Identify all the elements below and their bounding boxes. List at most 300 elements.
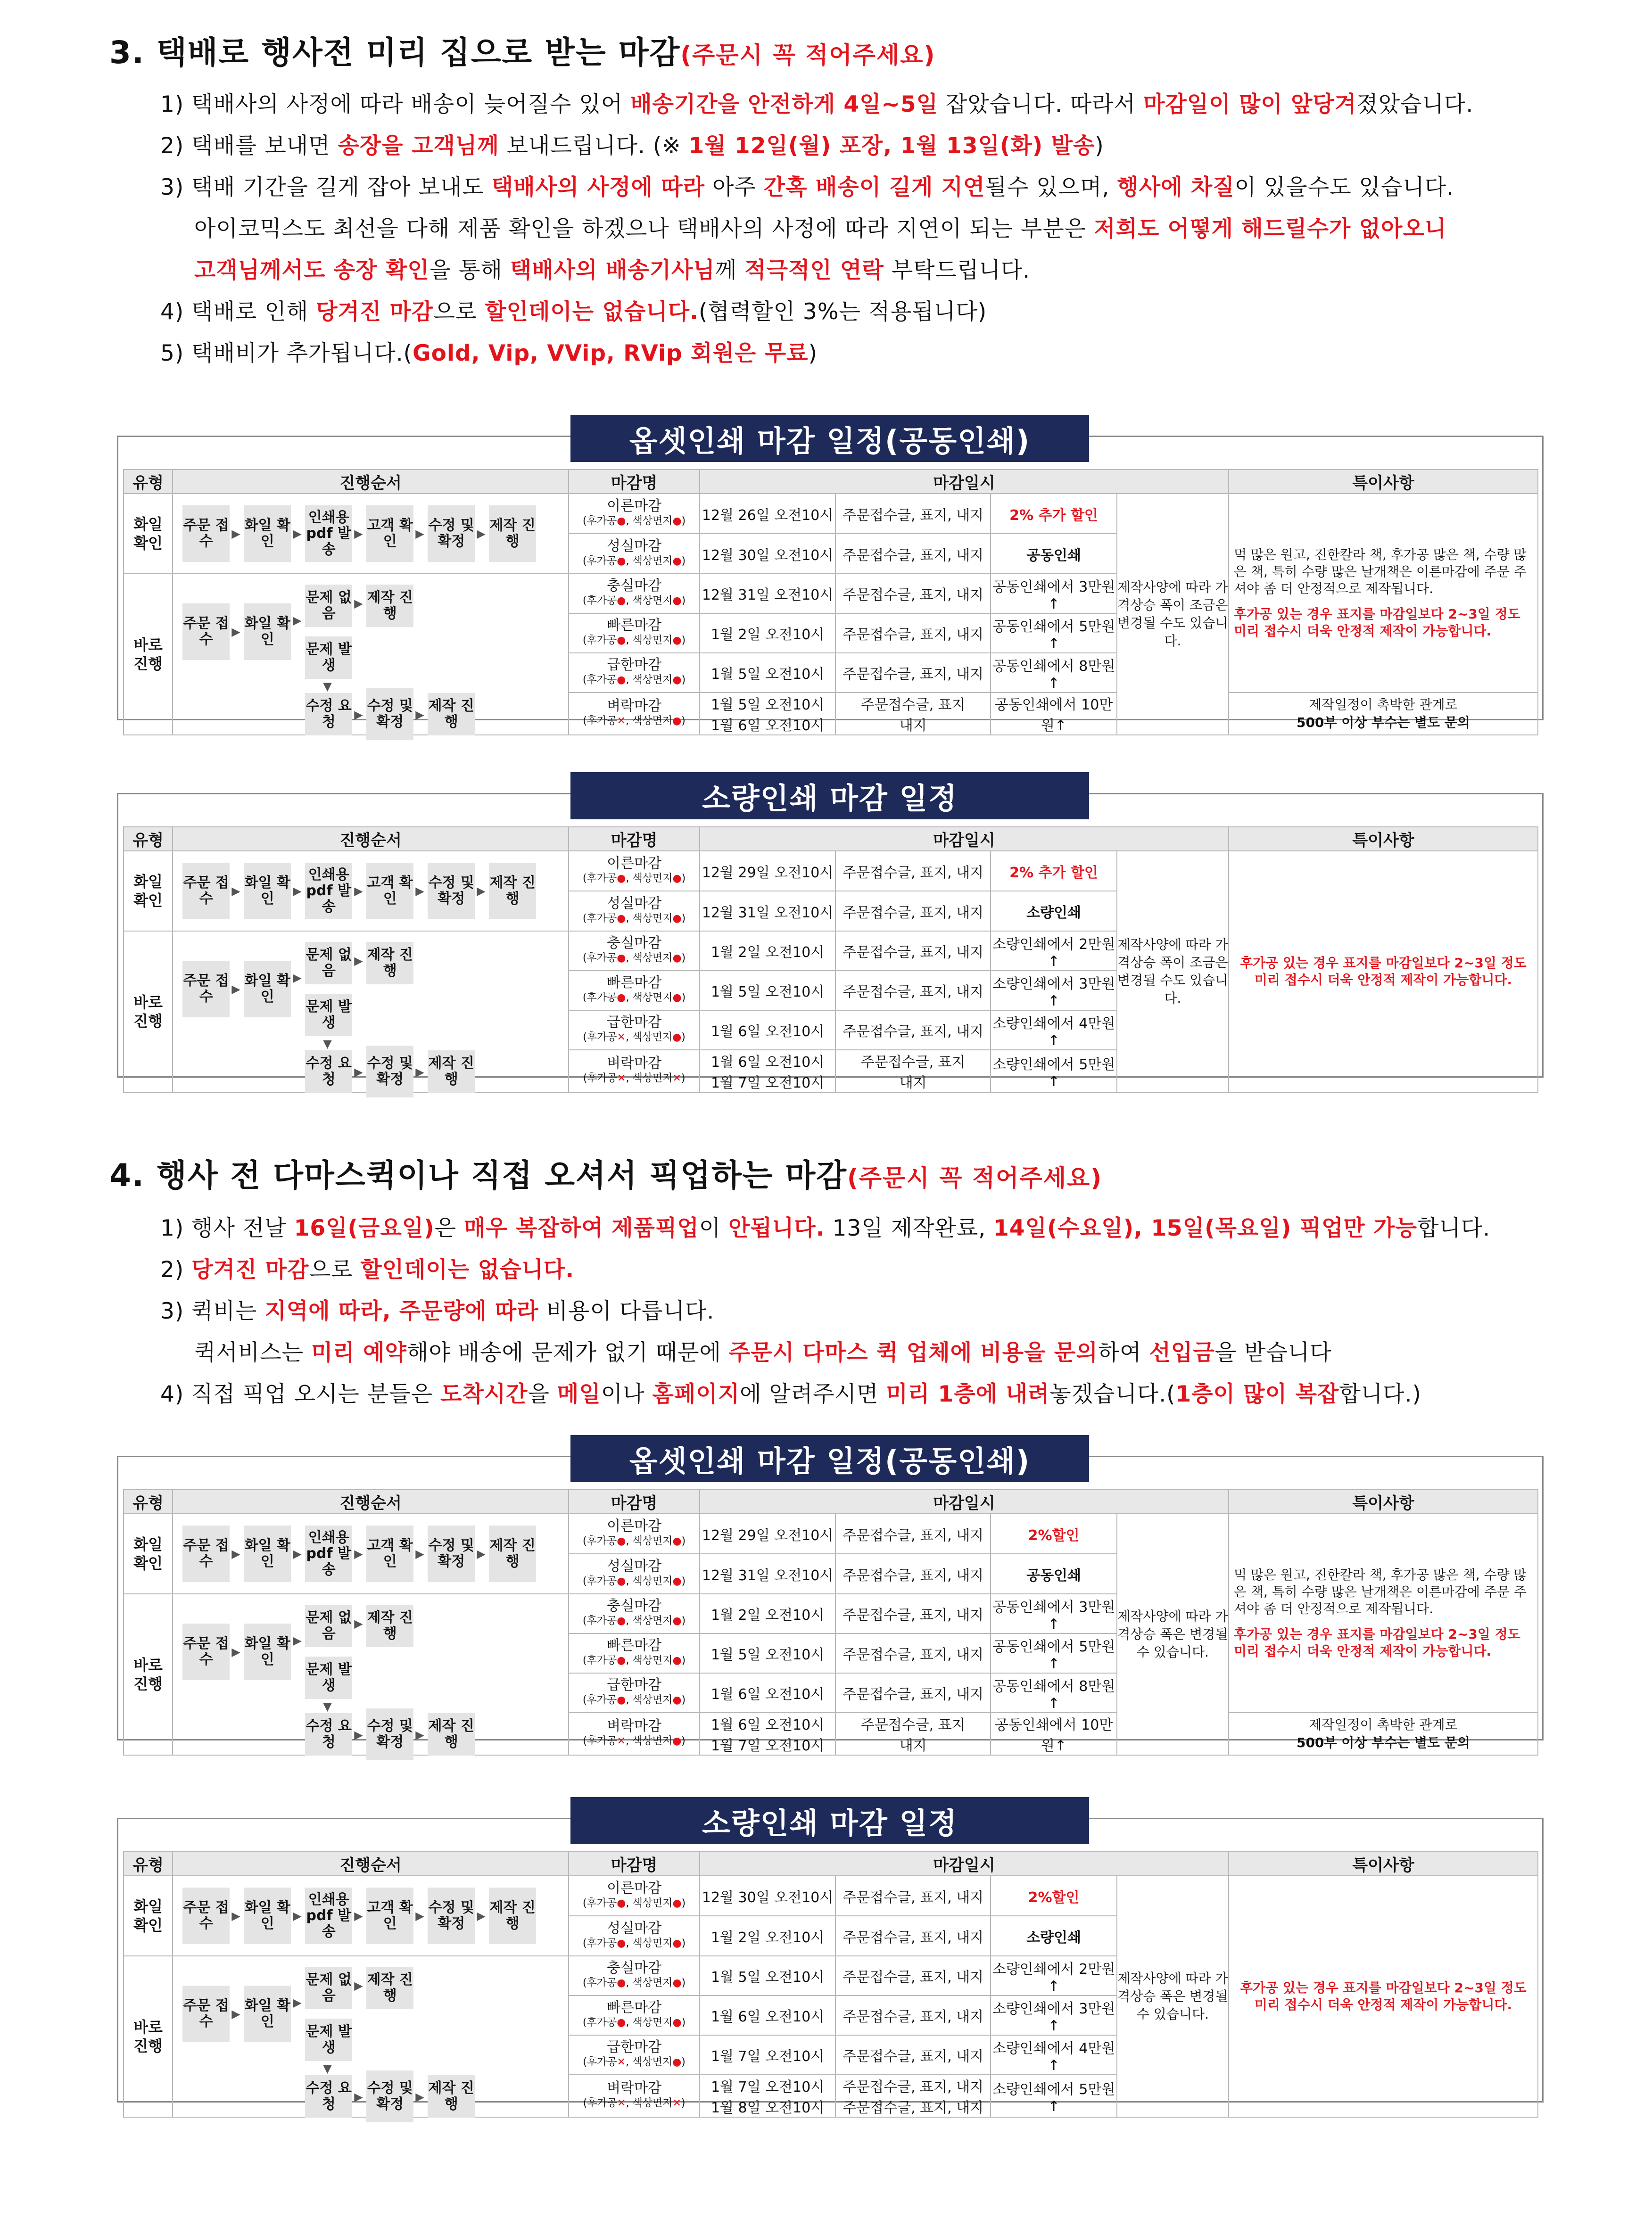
- highlight-text: 미리 예약: [311, 1340, 407, 1366]
- arrow-icon: ▶: [415, 1065, 424, 1079]
- deadline-result: 공동인쇄에서 8만원↑: [991, 1673, 1117, 1713]
- special-note-2: 후가공 있는 경우 표지를 마감일보다 2~3일 정도 미리 접수시 더욱 안정적 제작이 가능합니다.: [1240, 1980, 1527, 2013]
- deadline-date: [700, 1996, 835, 2035]
- deadline-items-text: 주문접수글, 표지, 내지: [843, 2100, 984, 2116]
- arrow-icon: ▶: [231, 1909, 240, 1922]
- arrow-icon: ▶: [354, 1728, 363, 1741]
- deadline-items-text: 주문접수글, 표지, 내지: [843, 1527, 984, 1544]
- flow-cust-box: 고객 확인: [366, 505, 413, 562]
- body-text: 께: [715, 257, 745, 283]
- deadline-items-text: 주문접수글, 표지, 내지: [843, 627, 984, 643]
- deadline-items-text: 주문접수글, 표지, 내지: [843, 984, 984, 1000]
- deadline-result: 공동인쇄에서 3만원↑: [991, 574, 1117, 613]
- deadline-date-text: 1월 5일 오전10시: [710, 984, 825, 1000]
- flow-file-box: 화일 확인: [244, 1986, 291, 2042]
- flow-diagram: [173, 851, 568, 931]
- schedule-block-3: [117, 1818, 1544, 2116]
- arrow-icon: ▶: [477, 527, 486, 540]
- flow-make-box: 제작 진행: [366, 1967, 413, 2009]
- flow-noprob-box: 문제 없음: [305, 942, 352, 984]
- highlight-text: 택배사의 배송기사님: [510, 257, 715, 283]
- deadline-items-text: 주문접수글, 표지, 내지: [843, 1647, 984, 1663]
- flow-order-box: 주문 접수: [182, 863, 230, 919]
- deadline-name-text: 빠른마감: [607, 974, 662, 991]
- flow-order-box: 주문 접수: [182, 505, 230, 562]
- body-text: 부탁드립니다.: [884, 257, 1031, 283]
- flow-confirm: [173, 494, 569, 574]
- flow-file-box: 화일 확인: [244, 505, 291, 562]
- arrow-icon: ▶: [415, 884, 424, 898]
- deadline-items: [835, 1554, 991, 1594]
- body-text: 3) 퀵비는: [160, 1298, 265, 1324]
- header-dname: 마감명: [569, 827, 700, 851]
- deadline-date: [700, 1713, 835, 1755]
- flow-diagram: [173, 575, 568, 734]
- body-text: 비용이 다릅니다.: [538, 1298, 715, 1324]
- arrow-icon: ▶: [293, 1909, 302, 1922]
- deadline-date-text: 1월 2일 오전10시: [710, 1607, 825, 1624]
- deadline-condition: (후가공✕, 색상면지✕): [583, 1072, 686, 1084]
- deadline-name-text: 이른마감: [607, 855, 662, 872]
- body-text: ): [1095, 133, 1104, 159]
- highlight-text: 1층이 많이 복잡: [1175, 1381, 1339, 1407]
- flow-cust-box: 고객 확인: [366, 1526, 413, 1582]
- flow-order-box: 주문 접수: [182, 1888, 230, 1944]
- deadline-items: [835, 1956, 991, 1996]
- deadline-items: [835, 931, 991, 971]
- deadline-items: [835, 971, 991, 1010]
- deadline-items-text: 주문접수글, 표지, 내지: [843, 547, 984, 564]
- highlight-text: 메일: [557, 1381, 601, 1407]
- deadline-items: [835, 891, 991, 931]
- flow-file-box: 화일 확인: [244, 1526, 291, 1582]
- special-note-3a: 제작일정이 촉박한 관계로: [1309, 697, 1458, 712]
- deadline-name: [569, 1916, 700, 1956]
- deadline-name: [569, 931, 700, 971]
- flow-make-box: 제작 진행: [489, 505, 536, 562]
- table-row: [124, 1514, 1538, 1554]
- flow-make-box: 제작 진행: [428, 693, 475, 735]
- header-flow: 진행순서: [173, 1852, 569, 1876]
- deadline-items: [835, 494, 991, 534]
- deadline-name: [569, 1956, 700, 1996]
- deadline-name-text: 충실마감: [607, 1960, 662, 1976]
- deadline-date-text: 1월 5일 오전10시: [710, 1647, 825, 1663]
- special-note-1: 먹 많은 원고, 진한칼라 책, 후가공 많은 책, 수량 많은 책, 특히 수량 많은 날개책은 이른마감에 주문 주셔야 좀 더 안정적으로 제작됩니다.: [1233, 547, 1527, 596]
- deadline-name: [569, 1633, 700, 1673]
- deadline-date: [700, 1514, 835, 1554]
- flow-make-box: 제작 진행: [489, 863, 536, 919]
- deadline-items-text: 내지: [899, 1738, 927, 1754]
- arrow-icon: ▶: [477, 1547, 486, 1560]
- flow-make-box: 제작 진행: [428, 1050, 475, 1093]
- deadline-name-text: 급한마감: [607, 1677, 662, 1693]
- deadline-name-text: 급한마감: [607, 2039, 662, 2055]
- deadline-name-text: 벼락마감: [607, 698, 662, 714]
- deadline-condition: (후가공✕, 색상면지●): [583, 715, 686, 727]
- section3-item-0: [160, 84, 1473, 125]
- flow-diagram: [173, 1595, 568, 1754]
- arrow-icon: ▶: [415, 1728, 424, 1741]
- deadline-name: [569, 653, 700, 693]
- flow-req-box: 수정 요청: [305, 1713, 352, 1756]
- flow-file-box: 화일 확인: [244, 961, 291, 1017]
- flow-pdf-box: 인쇄용 pdf 발송: [305, 863, 352, 919]
- deadline-condition: (후가공●, 색상면지●): [582, 674, 686, 686]
- deadline-name-text: 이른마감: [607, 497, 662, 514]
- section3-item-4: [160, 250, 1473, 291]
- deadline-result: 2%할인: [991, 1514, 1117, 1554]
- deadline-items: [835, 693, 991, 735]
- deadline-date-text: 1월 6일 오전10시: [710, 1686, 825, 1703]
- deadline-date-text: 1월 6일 오전10시: [710, 1717, 825, 1733]
- flow-order-box: 주문 접수: [182, 603, 230, 660]
- deadline-result: 소량인쇄에서 4만원↑: [991, 2035, 1117, 2075]
- deadline-items-text: 주문접수글, 표지, 내지: [843, 1889, 984, 1906]
- deadline-items-text: 주문접수글, 표지, 내지: [843, 2048, 984, 2065]
- arrow-icon: ▶: [354, 527, 363, 540]
- schedule-banner-1: 소량인쇄 마감 일정: [570, 772, 1089, 819]
- deadline-date-text: 1월 7일 오전10시: [710, 2048, 825, 2065]
- header-spec: 특이사항: [1229, 1490, 1538, 1514]
- deadline-result: 소량인쇄에서 5만원↑: [991, 2075, 1117, 2117]
- deadline-date: [700, 494, 835, 534]
- body-text: 1) 행사 전날: [160, 1215, 294, 1241]
- arrow-icon: ▶: [231, 1645, 240, 1658]
- deadline-name: [569, 1876, 700, 1916]
- section3-item-3: [160, 208, 1473, 250]
- deadline-items-text: 내지: [899, 718, 927, 734]
- deadline-date: [700, 534, 835, 574]
- flow-order-box: 주문 접수: [182, 1526, 230, 1582]
- flow-cust-box: 고객 확인: [366, 1888, 413, 1944]
- deadline-items: [835, 851, 991, 891]
- deadline-date-text: 1월 5일 오전10시: [710, 666, 825, 683]
- deadline-date: [700, 1673, 835, 1713]
- deadline-items: [835, 1876, 991, 1916]
- section4-item-0: [160, 1208, 1490, 1249]
- highlight-text: 저희도 어떻게 해드릴수가 없아오니: [1094, 216, 1447, 242]
- type-direct: 바로 진행: [124, 931, 173, 1092]
- header-dname: 마감명: [569, 1490, 700, 1514]
- deadline-date-text: 12월 31일 오전10시: [702, 904, 834, 921]
- header-type: 유형: [124, 470, 173, 494]
- flow-diagram: [173, 932, 568, 1091]
- flow-file-box: 화일 확인: [244, 1888, 291, 1944]
- deadline-date-text: 1월 6일 오전10시: [710, 1054, 825, 1071]
- arrow-icon: ▶: [354, 708, 363, 721]
- deadline-date: [700, 2075, 835, 2117]
- section4-item-3: [160, 1332, 1490, 1374]
- flow-req-box: 수정 요청: [305, 693, 352, 735]
- deadline-date: [700, 851, 835, 891]
- body-text: 2): [160, 1257, 192, 1283]
- body-text: 이: [699, 1215, 729, 1241]
- special-note-2: 후가공 있는 경우 표지를 마감일보다 2~3일 정도 미리 접수시 더욱 안정적 제작이 가능합니다.: [1233, 606, 1520, 639]
- deadline-result: 소량인쇄에서 4만원↑: [991, 1010, 1117, 1050]
- schedule-banner-3: 소량인쇄 마감 일정: [570, 1797, 1089, 1844]
- body-text: 으로: [433, 299, 485, 325]
- flow-req-box: 수정 요청: [305, 1050, 352, 1093]
- deadline-result: 소량인쇄: [991, 1916, 1117, 1956]
- arrow-icon: ▶: [354, 2090, 363, 2103]
- deadline-condition: (후가공●, 색상면지●): [582, 1615, 686, 1627]
- section3-item-5: [160, 291, 1473, 333]
- arrow-icon: ▶: [477, 1909, 486, 1922]
- flow-prob-box: 문제 발생: [305, 994, 352, 1036]
- body-text: 합니다.): [1339, 1381, 1421, 1407]
- deadline-date-text: 1월 2일 오전10시: [710, 944, 825, 961]
- deadline-items: [835, 1673, 991, 1713]
- deadline-date: [700, 1050, 835, 1092]
- body-text: 1) 택배사의 사정에 따라 배송이 늦어질수 있어: [160, 91, 631, 117]
- section4-item-2: [160, 1291, 1490, 1332]
- highlight-text: 고객님께서도 송장 확인: [194, 257, 430, 283]
- deadline-items: [835, 613, 991, 653]
- arrow-icon: ▶: [293, 1634, 302, 1647]
- table-row: [124, 494, 1538, 534]
- header-ddate: 마감일시: [700, 470, 1229, 494]
- deadline-date-text: 1월 5일 오전10시: [710, 1969, 825, 1986]
- body-text: 을 받습니다: [1214, 1340, 1332, 1366]
- header-ddate: 마감일시: [700, 1490, 1229, 1514]
- arrow-icon: ▶: [231, 2007, 240, 2021]
- flow-confirm: [173, 1514, 569, 1594]
- body-text: 합니다.: [1417, 1215, 1491, 1241]
- schedule-table: [123, 1851, 1538, 2118]
- arrow-icon: ▶: [354, 1979, 363, 1992]
- highlight-text: 주문시 다마스 퀵 업체에 비용을 문의: [728, 1340, 1098, 1366]
- flow-cust-box: 고객 확인: [366, 863, 413, 919]
- highlight-text: 당겨진 마감: [191, 1257, 309, 1283]
- deadline-result: 2% 추가 할인: [991, 494, 1117, 534]
- arrow-icon: ▶: [415, 1547, 424, 1560]
- deadline-name: [569, 1673, 700, 1713]
- flow-make-box: 제작 진행: [366, 942, 413, 984]
- deadline-items: [835, 2035, 991, 2075]
- deadline-items-text: 주문접수글, 표지: [860, 1054, 966, 1071]
- special-notes: [1229, 1876, 1538, 2117]
- deadline-items: [835, 1010, 991, 1050]
- deadline-items: [835, 1594, 991, 1633]
- schedule-banner-0: 옵셋인쇄 마감 일정(공동인쇄): [570, 415, 1089, 462]
- deadline-date-text: 12월 26일 오전10시: [702, 507, 834, 524]
- deadline-result: 공동인쇄: [991, 1554, 1117, 1594]
- flow-make-box: 제작 진행: [428, 2075, 475, 2118]
- arrow-icon: ▶: [477, 884, 486, 898]
- flow-direct: [173, 931, 569, 1092]
- flow-direct: [173, 1594, 569, 1755]
- deadline-name: [569, 2075, 700, 2117]
- deadline-items: [835, 1713, 991, 1755]
- arrow-icon: ▶: [354, 1909, 363, 1922]
- deadline-date: [700, 1554, 835, 1594]
- deadline-date: [700, 1633, 835, 1673]
- deadline-items-text: 주문접수글, 표지, 내지: [843, 1023, 984, 1040]
- flow-noprob-box: 문제 없음: [305, 585, 352, 627]
- deadline-name-text: 빠른마감: [607, 617, 662, 634]
- flow-mod-box: 수정 및 확정: [428, 863, 475, 919]
- deadline-result: 소량인쇄에서 2만원↑: [991, 931, 1117, 971]
- flow-diagram: [173, 1957, 568, 2116]
- flow-noprob-box: 문제 없음: [305, 1967, 352, 2009]
- arrow-icon: ▶: [415, 527, 424, 540]
- deadline-condition: (후가공●, 색상면지●): [582, 952, 686, 964]
- deadline-condition: (후가공●, 색상면지●): [582, 2017, 686, 2029]
- deadline-date-text: 12월 29일 오전10시: [702, 1527, 834, 1544]
- deadline-result: 소량인쇄에서 5만원↑: [991, 1050, 1117, 1092]
- type-confirm: 화일 확인: [124, 1514, 173, 1594]
- flow-diagram: [173, 1876, 568, 1955]
- flow-req-box: 수정 요청: [305, 2075, 352, 2118]
- schedule-block-2: [117, 1456, 1544, 1754]
- deadline-items-text: 주문접수글, 표지: [860, 1717, 966, 1733]
- deadline-name-text: 충실마감: [607, 935, 662, 951]
- schedule-block-0: [117, 436, 1544, 734]
- schedule-banner-2: 옵셋인쇄 마감 일정(공동인쇄): [570, 1435, 1089, 1482]
- deadline-date-text: 12월 29일 오전10시: [702, 864, 834, 881]
- deadline-name-text: 이른마감: [607, 1880, 662, 1897]
- deadline-condition: (후가공✕, 색상면지✕): [583, 2097, 686, 2109]
- arrow-icon: ▶: [231, 527, 240, 540]
- deadline-items: [835, 653, 991, 693]
- schedule-table: [123, 826, 1538, 1093]
- deadline-date-text: 1월 6일 오전10시: [710, 2009, 825, 2025]
- deadline-result: 공동인쇄: [991, 534, 1117, 574]
- section4-item-4: [160, 1374, 1490, 1415]
- deadline-name-text: 급한마감: [607, 657, 662, 673]
- arrow-icon: ▶: [293, 1996, 302, 2009]
- body-text: 보내드립니다. (※: [499, 133, 689, 159]
- deadline-date: [700, 1010, 835, 1050]
- flow-file-box: 화일 확인: [244, 863, 291, 919]
- flow-order-box: 주문 접수: [182, 961, 230, 1017]
- special-note-3: [1229, 1713, 1538, 1755]
- deadline-name-text: 충실마감: [607, 577, 662, 594]
- header-flow: 진행순서: [173, 827, 569, 851]
- special-note-3b: 500부 이상 부수는 별도 문의: [1297, 715, 1470, 730]
- flow-mod-box: 수정 및 확정: [366, 1046, 413, 1097]
- flow-mod-box: 수정 및 확정: [428, 1526, 475, 1582]
- header-type: 유형: [124, 1852, 173, 1876]
- section4-title-text: 4. 행사 전 다마스퀵이나 직접 오셔서 픽업하는 마감: [109, 1157, 847, 1194]
- deadline-result: 소량인쇄: [991, 891, 1117, 931]
- header-ddate: 마감일시: [700, 827, 1229, 851]
- body-text: 퀵서비스는: [194, 1340, 311, 1366]
- highlight-text: 14일(수요일), 15일(목요일) 픽업만 가능: [993, 1215, 1418, 1241]
- deadline-name: [569, 851, 700, 891]
- flow-order-box: 주문 접수: [182, 1986, 230, 2042]
- deadline-date: [700, 1916, 835, 1956]
- flow-pdf-box: 인쇄용 pdf 발송: [305, 505, 352, 562]
- deadline-name-text: 성실마감: [607, 895, 662, 912]
- deadline-date-text: 1월 2일 오전10시: [710, 1929, 825, 1946]
- body-text: 4) 택배로 인해: [160, 299, 316, 325]
- flow-diagram: [173, 494, 568, 573]
- arrow-icon: ▶: [231, 982, 240, 996]
- deadline-date: [700, 931, 835, 971]
- section4-items: [160, 1208, 1490, 1415]
- arrow-icon: ▶: [354, 1547, 363, 1560]
- body-text: 을: [528, 1381, 557, 1407]
- special-note-3b: 500부 이상 부수는 별도 문의: [1297, 1735, 1470, 1750]
- special-notes: [1229, 494, 1538, 693]
- deadline-name: [569, 1594, 700, 1633]
- flow-direct: [173, 574, 569, 735]
- deadline-items-text: 주문접수글, 표지, 내지: [843, 904, 984, 921]
- deadline-items: [835, 1996, 991, 2035]
- body-text: 해야 배송에 문제가 없기 때문에: [406, 1340, 729, 1366]
- deadline-name: [569, 693, 700, 735]
- header-spec: 특이사항: [1229, 827, 1538, 851]
- body-text: 에 알려주시면: [740, 1381, 886, 1407]
- deadline-result: 소량인쇄에서 3만원↑: [991, 1996, 1117, 2035]
- deadline-result: 공동인쇄에서 5만원↑: [991, 613, 1117, 653]
- deadline-date-text: 1월 7일 오전10시: [710, 1075, 825, 1091]
- highlight-text: 16일(금요일): [294, 1215, 435, 1241]
- deadline-name: [569, 534, 700, 574]
- deadline-name-text: 빠른마감: [607, 1637, 662, 1654]
- section3-title: [109, 27, 935, 72]
- deadline-items-text: 주문접수글, 표지, 내지: [843, 864, 984, 881]
- special-notes: [1229, 1514, 1538, 1713]
- deadline-name: [569, 1514, 700, 1554]
- highlight-text: Gold, Vip, VVip, RVip 회원은 무료: [413, 340, 809, 366]
- deadline-items-text: 주문접수글, 표지, 내지: [843, 1969, 984, 1986]
- deadline-condition: (후가공✕, 색상면지●): [583, 1735, 686, 1747]
- deadline-name-text: 급한마감: [607, 1014, 662, 1031]
- arrow-icon: ▶: [354, 884, 363, 898]
- deadline-condition: (후가공●, 색상면지●): [582, 555, 686, 567]
- header-dname: 마감명: [569, 1852, 700, 1876]
- deadline-items-text: 주문접수글, 표지, 내지: [843, 587, 984, 603]
- deadline-condition: (후가공●, 색상면지●): [582, 1575, 686, 1587]
- deadline-date: [700, 2035, 835, 2075]
- deadline-items-text: 주문접수글, 표지, 내지: [843, 1686, 984, 1703]
- section4-title: [109, 1150, 1102, 1195]
- flow-file-box: 화일 확인: [244, 603, 291, 660]
- deadline-result: 2% 추가 할인: [991, 851, 1117, 891]
- deadline-items: [835, 1633, 991, 1673]
- highlight-text: 1월 12일(월) 포장, 1월 13일(화) 발송: [688, 133, 1095, 159]
- highlight-text: 선입금: [1149, 1340, 1215, 1366]
- deadline-condition: (후가공●, 색상면지●): [582, 595, 686, 607]
- deadline-result: 2%할인: [991, 1876, 1117, 1916]
- deadline-items: [835, 1916, 991, 1956]
- deadline-date: [700, 1594, 835, 1633]
- deadline-name: [569, 1050, 700, 1092]
- header-spec: 특이사항: [1229, 1852, 1538, 1876]
- deadline-result: 공동인쇄에서 8만원↑: [991, 653, 1117, 693]
- price-note: 제작사양에 따라 가격상승 폭이 조금은 변경될 수도 있습니다.: [1117, 494, 1229, 735]
- deadline-items-text: 주문접수글, 표지: [860, 697, 966, 713]
- deadline-date: [700, 971, 835, 1010]
- flow-diagram: [173, 1514, 568, 1593]
- flow-pdf-box: 인쇄용 pdf 발송: [305, 1526, 352, 1582]
- deadline-name-text: 벼락마감: [607, 1718, 662, 1734]
- deadline-condition: (후가공●, 색상면지●): [582, 1694, 686, 1706]
- flow-make-box: 제작 진행: [366, 585, 413, 627]
- deadline-condition: (후가공●, 색상면지●): [582, 515, 686, 527]
- type-direct: 바로 진행: [124, 1594, 173, 1755]
- deadline-date-text: 1월 2일 오전10시: [710, 627, 825, 643]
- deadline-date-text: 1월 8일 오전10시: [710, 2100, 825, 2116]
- deadline-condition: (후가공●, 색상면지●): [582, 1655, 686, 1666]
- header-type: 유형: [124, 1490, 173, 1514]
- deadline-name: [569, 1010, 700, 1050]
- arrow-icon: ▶: [354, 597, 363, 610]
- deadline-name: [569, 613, 700, 653]
